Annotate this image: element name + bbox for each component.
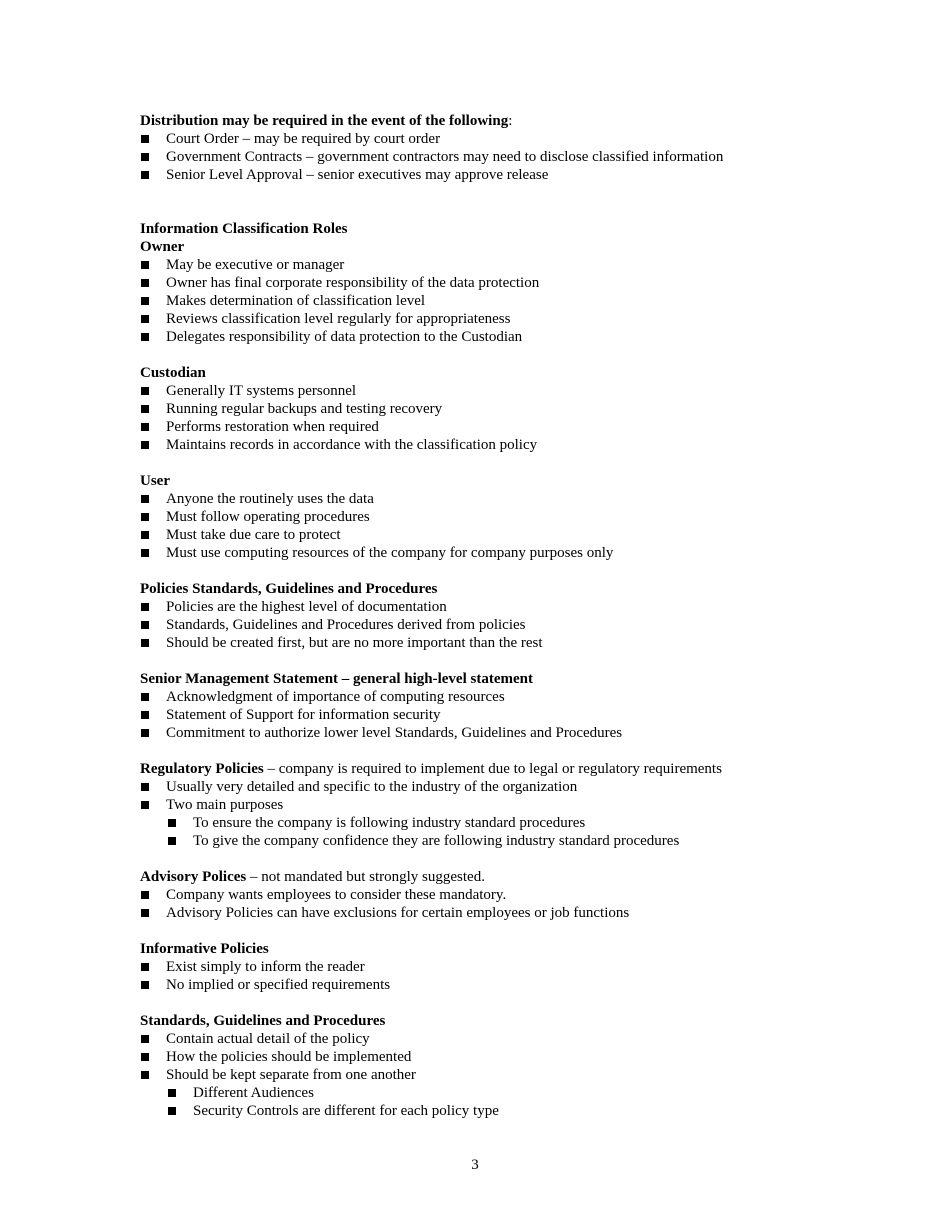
list-item — [140, 166, 880, 184]
bullet-square-icon — [141, 603, 149, 611]
bullet-square-icon — [141, 171, 149, 179]
list-item-text: Anyone the routinely uses the data — [166, 491, 374, 507]
list-item — [140, 778, 880, 796]
bullet-square-icon — [141, 423, 149, 431]
roles-heading: Information Classification Roles — [140, 221, 348, 237]
bullet-square-icon — [141, 639, 149, 647]
list-item-text: Performs restoration when required — [166, 419, 379, 435]
list-item — [140, 1048, 880, 1066]
list-item-text: Government Contracts – government contractors may need to disclose classified information — [166, 149, 724, 165]
list-item-text: Standards, Guidelines and Procedures derived from policies — [166, 617, 526, 633]
bullet-square-icon — [141, 621, 149, 629]
bullet-square-icon — [168, 1089, 176, 1097]
bullet-square-icon — [141, 693, 149, 701]
bullet-square-icon — [141, 531, 149, 539]
list-item — [140, 130, 880, 148]
list-item — [140, 292, 880, 310]
spacer — [140, 184, 880, 220]
bullet-square-icon — [141, 549, 149, 557]
list-item-text: Statement of Support for information security — [166, 707, 441, 723]
bullet-square-icon — [141, 1035, 149, 1043]
list-item — [140, 796, 880, 814]
list-item-text: Maintains records in accordance with the classification policy — [166, 437, 538, 453]
bullet-square-icon — [141, 513, 149, 521]
user-heading: User — [140, 473, 170, 489]
standards-heading: Standards, Guidelines and Procedures — [140, 1013, 386, 1029]
bullet-square-icon — [141, 405, 149, 413]
list-item-text: Should be created first, but are no more important than the rest — [166, 635, 543, 651]
list-item — [140, 310, 880, 328]
list-item — [140, 274, 880, 292]
list-item — [140, 886, 880, 904]
list-item — [140, 400, 880, 418]
list-item-text: Contain actual detail of the policy — [166, 1031, 370, 1047]
regulatory-description: – company is required to implement due to legal or regulatory requirements — [263, 761, 722, 777]
spacer — [140, 922, 880, 940]
list-item — [140, 706, 880, 724]
spacer — [140, 562, 880, 580]
sub-list-item — [140, 1102, 880, 1120]
list-item — [140, 904, 880, 922]
spacer — [140, 742, 880, 760]
list-item-text: Advisory Policies can have exclusions for certain employees or job functions — [166, 905, 630, 921]
spacer — [140, 454, 880, 472]
list-item-text: To give the company confidence they are following industry standard procedures — [193, 833, 680, 849]
spacer — [140, 652, 880, 670]
list-item — [140, 688, 880, 706]
bullet-square-icon — [141, 387, 149, 395]
document-page — [140, 112, 880, 1120]
bullet-square-icon — [141, 315, 149, 323]
bullet-square-icon — [141, 711, 149, 719]
list-item — [140, 418, 880, 436]
list-item-text: Owner has final corporate responsibility of the data protection — [166, 275, 540, 291]
list-item-text: To ensure the company is following industry standard procedures — [193, 815, 586, 831]
bullet-square-icon — [141, 261, 149, 269]
bullet-square-icon — [141, 135, 149, 143]
spacer — [140, 850, 880, 868]
bullet-square-icon — [141, 981, 149, 989]
bullet-square-icon — [141, 783, 149, 791]
list-item-text: No implied or specified requirements — [166, 977, 391, 993]
distribution-heading: Distribution may be required in the event of the following — [140, 113, 509, 129]
list-item — [140, 490, 880, 508]
bullet-square-icon — [141, 297, 149, 305]
policies-heading: Policies Standards, Guidelines and Procedures — [140, 581, 438, 597]
distribution-heading-suffix: : — [508, 113, 513, 129]
bullet-square-icon — [141, 333, 149, 341]
list-item-text: Company wants employees to consider these mandatory. — [166, 887, 507, 903]
list-item-text: Court Order – may be required by court order — [166, 131, 441, 147]
list-item-text: Exist simply to inform the reader — [166, 959, 365, 975]
list-item-text: Should be kept separate from one another — [166, 1067, 416, 1083]
spacer — [140, 994, 880, 1012]
regulatory-heading-line — [140, 760, 880, 778]
sub-list-item — [140, 832, 880, 850]
list-item-text: Different Audiences — [193, 1085, 314, 1101]
list-item — [140, 724, 880, 742]
senior-statement-heading: Senior Management Statement – general high-level statement — [140, 671, 533, 687]
list-item-text: Must follow operating procedures — [166, 509, 370, 525]
list-item-text: How the policies should be implemented — [166, 1049, 412, 1065]
list-item-text: Running regular backups and testing recovery — [166, 401, 443, 417]
list-item — [140, 634, 880, 652]
bullet-square-icon — [141, 909, 149, 917]
advisory-description: – not mandated but strongly suggested. — [246, 869, 485, 885]
list-item-text: Security Controls are different for each policy type — [193, 1103, 499, 1119]
list-item — [140, 436, 880, 454]
list-item — [140, 958, 880, 976]
bullet-square-icon — [141, 153, 149, 161]
list-item-text: May be executive or manager — [166, 257, 345, 273]
bullet-square-icon — [141, 801, 149, 809]
list-item-text: Makes determination of classification level — [166, 293, 426, 309]
list-item — [140, 382, 880, 400]
bullet-square-icon — [141, 963, 149, 971]
bullet-square-icon — [141, 441, 149, 449]
advisory-heading-line — [140, 868, 880, 886]
bullet-square-icon — [141, 279, 149, 287]
list-item-text: Reviews classification level regularly for appropriateness — [166, 311, 511, 327]
list-item — [140, 256, 880, 274]
custodian-heading: Custodian — [140, 365, 206, 381]
list-item — [140, 598, 880, 616]
sub-list-item — [140, 1084, 880, 1102]
bullet-square-icon — [141, 495, 149, 503]
list-item-text: Must use computing resources of the company for company purposes only — [166, 545, 614, 561]
owner-heading: Owner — [140, 239, 185, 255]
list-item-text: Acknowledgment of importance of computing resources — [166, 689, 505, 705]
list-item-text: Policies are the highest level of documentation — [166, 599, 447, 615]
informative-heading: Informative Policies — [140, 941, 269, 957]
bullet-square-icon — [141, 891, 149, 899]
bullet-square-icon — [141, 1071, 149, 1079]
list-item-text: Commitment to authorize lower level Standards, Guidelines and Procedures — [166, 725, 623, 741]
list-item-text: Generally IT systems personnel — [166, 383, 357, 399]
list-item — [140, 508, 880, 526]
list-item — [140, 544, 880, 562]
distribution-heading-line — [140, 112, 880, 130]
bullet-square-icon — [141, 729, 149, 737]
sub-list-item — [140, 814, 880, 832]
list-item-text: Two main purposes — [166, 797, 284, 813]
list-item-text: Must take due care to protect — [166, 527, 341, 543]
bullet-square-icon — [168, 1107, 176, 1115]
list-item — [140, 616, 880, 634]
list-item — [140, 1030, 880, 1048]
bullet-square-icon — [168, 837, 176, 845]
list-item — [140, 976, 880, 994]
bullet-square-icon — [141, 1053, 149, 1061]
list-item — [140, 328, 880, 346]
list-item — [140, 1066, 880, 1084]
regulatory-heading: Regulatory Policies — [140, 761, 264, 777]
list-item-text: Delegates responsibility of data protection to the Custodian — [166, 329, 523, 345]
spacer — [140, 346, 880, 364]
list-item — [140, 148, 880, 166]
bullet-square-icon — [168, 819, 176, 827]
advisory-heading: Advisory Polices — [140, 869, 247, 885]
list-item-text: Usually very detailed and specific to the industry of the organization — [166, 779, 578, 795]
list-item — [140, 526, 880, 544]
list-item-text: Senior Level Approval – senior executives may approve release — [166, 167, 549, 183]
page-number: 3 — [471, 1157, 479, 1173]
